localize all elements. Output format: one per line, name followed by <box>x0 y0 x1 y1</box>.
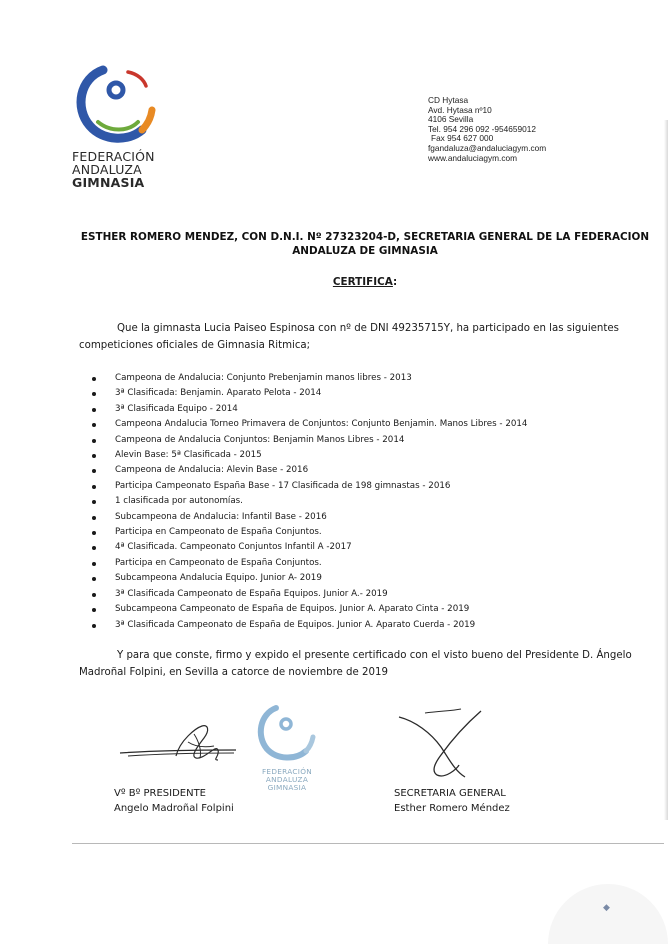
president-signature-mark <box>118 720 238 780</box>
contact-website: www.andaluciagym.com <box>428 152 517 163</box>
contact-block <box>428 96 546 163</box>
footer-divider <box>72 843 664 844</box>
competition-item <box>90 463 527 478</box>
secretary-signature-mark <box>395 705 505 785</box>
bullet-icon <box>92 624 96 628</box>
secretary-name: Esther Romero Méndez <box>394 803 510 814</box>
competition-item <box>90 525 527 540</box>
bullet-icon <box>92 577 96 581</box>
competition-item-text: Campeona de Andalucia Conjuntos: Benjamin Manos Libres - 2014 <box>115 434 405 445</box>
federation-logo <box>72 62 162 202</box>
competition-item-text: Subcampeona Andalucia Equipo. Junior A- 2019 <box>115 573 322 584</box>
bullet-icon <box>92 608 96 612</box>
logo-line-federacion: FEDERACIÓN <box>72 149 155 164</box>
competition-item-text: Participa Campeonato España Base - 17 Clasificada de 198 gimnastas - 2016 <box>115 480 451 491</box>
bullet-icon <box>92 392 96 396</box>
bullet-icon <box>92 408 96 412</box>
competition-item <box>90 618 527 633</box>
competition-item <box>90 433 527 448</box>
competition-item-text: Alevin Base: 5ª Clasificada - 2015 <box>115 450 262 461</box>
page-corner-shadow <box>548 884 668 944</box>
intro-paragraph <box>79 320 619 354</box>
president-role: Vº Bº PRESIDENTE <box>114 788 207 799</box>
contact-line: Avd. Hytasa nº10 <box>428 104 492 115</box>
closing-line-2: Madroñal Folpini, en Sevilla a catorce de noviembre de 2019 <box>79 667 388 678</box>
closing-paragraph <box>79 647 639 681</box>
bullet-icon <box>92 593 96 597</box>
competition-item <box>90 556 527 571</box>
bullet-icon <box>92 377 96 381</box>
competition-item-text: Participa en Campeonato de España Conjuntos. <box>115 557 322 568</box>
contact-phone: Tel. 954 296 092 -954659012 <box>428 123 536 134</box>
competition-item <box>90 602 527 617</box>
bullet-icon <box>92 454 96 458</box>
bullet-icon <box>92 531 96 535</box>
federation-logo-text <box>72 150 162 189</box>
competition-item <box>90 386 527 401</box>
stamp-line-andaluza: ANDALUZA <box>265 774 309 784</box>
competition-item-text: Campeona Andalucia Torneo Primavera de Conjuntos: Conjunto Benjamin. Manos Libres - 2014 <box>115 419 528 430</box>
bullet-icon <box>92 469 96 473</box>
certifica-title <box>60 276 668 288</box>
intro-line-2: competiciones oficiales de Gimnasia Ritmica; <box>79 340 311 351</box>
certifica-colon: : <box>392 276 398 288</box>
competition-item <box>90 371 527 386</box>
competition-item <box>90 479 527 494</box>
bullet-icon <box>92 500 96 504</box>
logo-line-andaluza: ANDALUZA <box>72 162 142 177</box>
secretary-block <box>394 786 510 816</box>
certificate-heading <box>60 230 668 258</box>
bullet-icon <box>92 516 96 520</box>
president-signature <box>118 720 238 785</box>
bullet-icon <box>92 439 96 443</box>
secretary-signature <box>395 705 505 790</box>
intro-line-1: Que la gimnasta Lucia Paiseo Espinosa con nº de DNI 49235715Y, ha participado en las siguientes <box>117 323 619 334</box>
bullet-icon <box>92 562 96 566</box>
competition-item-text: 3ª Clasificada: Benjamin. Aparato Pelota - 2014 <box>115 388 322 399</box>
competition-item <box>90 417 527 432</box>
competition-item-text: 3ª Clasificada Campeonato de España de Equipos. Junior A. Aparato Cuerda - 2019 <box>115 619 476 630</box>
heading-line-2: ANDALUZA DE GIMNASIA <box>292 245 438 257</box>
competition-item-text: Campeona de Andalucia: Alevin Base - 2016 <box>115 465 309 476</box>
secretary-role: SECRETARIA GENERAL <box>394 788 506 799</box>
federation-stamp <box>252 702 322 798</box>
competition-item-text: Subcampeona Campeonato de España de Equipos. Junior A. Aparato Cinta - 2019 <box>115 604 470 615</box>
stamp-logo-mark <box>252 702 322 768</box>
corner-mark-icon: ◆ <box>603 902 610 912</box>
contact-fax: Fax 954 627 000 <box>431 133 494 144</box>
bullet-icon <box>92 546 96 550</box>
competition-item <box>90 494 527 509</box>
competition-item <box>90 571 527 586</box>
competition-item-text: 3ª Clasificada Campeonato de España Equipos. Junior A.- 2019 <box>115 588 388 599</box>
competition-item-text: 3ª Clasificada Equipo - 2014 <box>115 403 238 414</box>
competition-item <box>90 510 527 525</box>
stamp-line-federacion: FEDERACIÓN <box>261 767 313 776</box>
competition-item-text: 4ª Clasificada. Campeonato Conjuntos Infantil A -2017 <box>115 542 352 553</box>
bullet-icon <box>92 485 96 489</box>
president-name: Angelo Madroñal Folpini <box>114 803 234 814</box>
competition-item <box>90 540 527 555</box>
page-edge-shadow <box>664 120 668 820</box>
competition-item-text: Participa en Campeonato de España Conjuntos. <box>115 527 322 538</box>
certifica-label: CERTIFICA <box>332 276 393 288</box>
competition-item-text: Campeona de Andalucia: Conjunto Prebenjamin manos libres - 2013 <box>115 373 412 383</box>
stamp-text <box>252 768 322 791</box>
stamp-line-gimnasia: GIMNASIA <box>267 782 307 792</box>
competition-item-text: 1 clasificada por autonomías. <box>115 496 243 507</box>
competition-list <box>90 371 527 633</box>
competition-item <box>90 587 527 602</box>
competition-item <box>90 448 527 463</box>
federation-logo-mark <box>72 62 162 152</box>
heading-line-1: ESTHER ROMERO MENDEZ, CON D.N.I. Nº 27323204-D, SECRETARIA GENERAL DE LA FEDERACION <box>80 231 650 243</box>
bullet-icon <box>92 423 96 427</box>
logo-line-gimnasia: GIMNASIA <box>72 175 145 190</box>
competition-item-text: Subcampeona de Andalucia: Infantil Base - 2016 <box>115 511 327 522</box>
contact-line: CD Hytasa <box>428 95 469 105</box>
competition-item <box>90 402 527 417</box>
contact-email: fgandaluza@andaluciagym.com <box>428 142 547 153</box>
contact-line: 4106 Sevilla <box>428 114 474 125</box>
closing-line-1: Y para que conste, firmo y expido el presente certificado con el visto bueno del Presidente D. Ángelo <box>117 650 632 661</box>
president-block <box>114 786 234 816</box>
